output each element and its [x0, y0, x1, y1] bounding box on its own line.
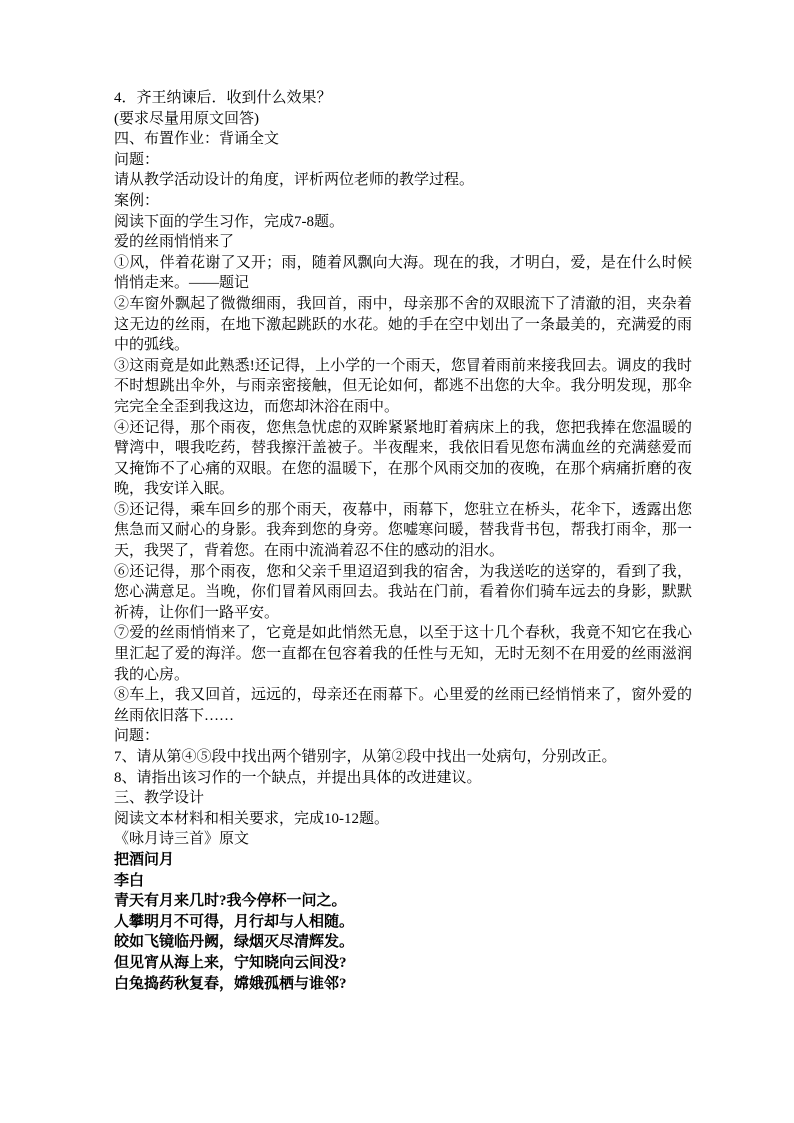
problem-label-2: 问题： [114, 728, 160, 745]
poem-line-3: 皎如飞镜临丹阙，绿烟灭尽清辉发。 [114, 934, 355, 951]
poem-line-5: 白兔捣药秋复春，嫦娥孤栖与谁邻? [114, 975, 347, 992]
problem-label-1: 问题： [114, 151, 160, 168]
exam-question-4: 4．齐王纳谏后．收到什么效果？ [114, 90, 332, 106]
poem-line-2: 人攀明月不可得，月行却与人相随。 [114, 913, 355, 930]
poem-author: 李白 [114, 872, 145, 889]
poem-line-1: 青天有月来几时?我今停杯一问之。 [114, 893, 347, 910]
essay-para-7: ⑦爱的丝雨悄悄来了，它竟是如此悄然无息，以至于这十几个春秋，我竟不知它在我心里汇起了爱的海洋。您一直都在包容着我的任性与无知，无时无刻不在用爱的丝雨滋润我的心房。 [114, 625, 692, 683]
essay-para-2: ②车窗外飘起了微微细雨，我回首，雨中，母亲那不舍的双眼流下了清澈的泪，夹杂着这无边的丝雨，在地下激起跳跃的水花。她的手在空中划出了一条最美的，充满爱的雨中的弧线。 [114, 295, 692, 354]
question-7: 7、请从第④⑤段中找出两个错别字，从第②段中找出一处病句，分别改正。 [114, 749, 617, 765]
essay-para-4: ④还记得，那个雨夜，您焦急忧虑的双眸紧紧地盯着病床上的我，您把我捧在您温暖的臂湾中，喂我吃药，替我擦汗盖被子。半夜醒来，我依旧看见您布满血丝的充满慈爱而又掩饰不了心痛的双眼。在您的温暖下，在那个风雨交加的夜晚，在那个病痛折磨的夜晚，我安详入眠。 [114, 419, 692, 498]
essay-para-5: ⑤还记得，乘车回乡的那个雨天，夜幕中，雨幕下，您驻立在桥头，花伞下，透露出您焦急而又耐心的身影。我奔到您的身旁。您嘘寒问暖，替我背书包，帮我打雨伞，那一天，我哭了，背着您。在雨中流淌着忍不住的感动的泪水。 [114, 501, 692, 560]
essay-title: 爱的丝雨悄悄来了 [114, 234, 235, 251]
task-instruction: 阅读文本材料和相关要求，完成10-12题。 [114, 810, 389, 827]
question-8: 8、请指出该习作的一个缺点，并提出具体的改进建议。 [114, 769, 482, 786]
essay-para-6: ⑥还记得，那个雨夜，您和父亲千里迢迢到我的宿舍，为我送吃的送穿的，看到了我，您心满意足。当晚，你们冒着风雨回去。我站在门前，看着你们骑车远去的身影，默默祈祷，让你们一路平安。 [114, 563, 692, 621]
poem-title: 把酒问月 [114, 851, 175, 868]
essay-para-3: ③这雨竟是如此熟悉!还记得，上小学的一个雨天，您冒着雨前来接我回去。调皮的我时不时想跳出伞外，与雨亲密接触，但无论如何，都逃不出您的大伞。我分明发现，那伞完完全全歪到我这边，而您却沐浴在雨中。 [114, 357, 692, 415]
poem-source-title: 《咏月诗三首》原文 [114, 831, 250, 848]
problem-text-1: 请从教学活动设计的角度，评析两位老师的教学过程。 [114, 172, 475, 189]
case-instruction: 阅读下面的学生习作，完成7-8题。 [114, 213, 344, 230]
essay-para-8: ⑧车上，我又回首，远远的，母亲还在雨幕下。心里爱的丝雨已经悄悄来了，窗外爱的丝雨依旧落下…… [114, 687, 692, 724]
essay-para-1: ①风，伴着花谢了又开；雨，随着风飘向大海。现在的我，才明白，爱，是在什么时候悄悄走来。——题记 [114, 254, 692, 292]
case-label: 案例： [114, 192, 160, 209]
poem-line-4: 但见宵从海上来，宁知晓向云间没? [114, 954, 347, 971]
section-heading-teaching-design: 三、教学设计 [114, 790, 205, 807]
homework-assignment: 四、布置作业：背诵全文 [114, 131, 280, 148]
answer-requirement: (要求尽量用原文回答) [114, 110, 259, 127]
